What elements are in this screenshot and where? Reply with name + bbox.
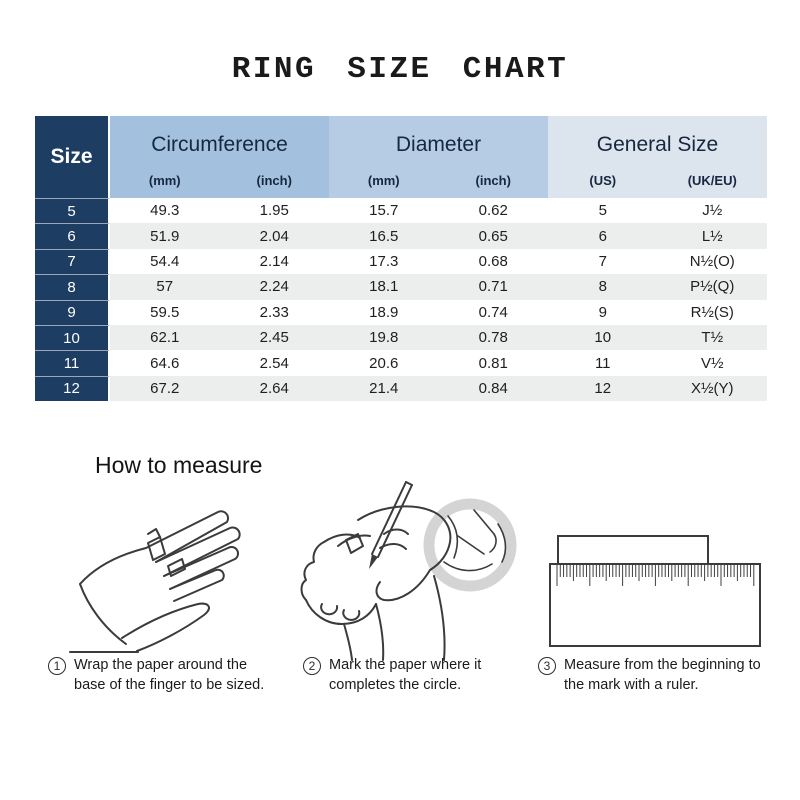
table-row xyxy=(35,274,767,299)
step2-text-line2: completes the circle. xyxy=(329,676,462,693)
general-size-units xyxy=(548,168,767,198)
step1-number-badge: 1 xyxy=(48,657,66,675)
value-cell: 15.7 xyxy=(369,202,399,220)
value-cell: 49.3 xyxy=(150,202,180,220)
step1-text xyxy=(74,656,264,695)
value-cell: 0.78 xyxy=(478,329,508,347)
value-cell: 0.65 xyxy=(478,227,508,245)
unit-inch-label: (inch) xyxy=(475,172,511,188)
value-cell: 10 xyxy=(594,329,612,347)
table-row xyxy=(35,376,767,401)
step2-number-badge: 2 xyxy=(303,657,321,675)
value-cell: 2.54 xyxy=(259,354,289,372)
value-cell: X½(Y) xyxy=(690,379,734,397)
value-cell: 0.74 xyxy=(478,303,508,321)
value-cell: 2.64 xyxy=(259,379,289,397)
diameter-label: Diameter xyxy=(395,133,482,156)
step2-text xyxy=(329,656,481,695)
general-size-header-group xyxy=(548,116,767,198)
table-row xyxy=(35,325,767,350)
value-cell: 9 xyxy=(598,303,607,321)
value-cell: 59.5 xyxy=(150,303,180,321)
value-cell: 6 xyxy=(598,227,607,245)
value-cell: 2.14 xyxy=(259,252,289,270)
step3-illustration xyxy=(538,512,770,654)
step2-illustration xyxy=(288,476,526,662)
diameter-units xyxy=(329,168,548,198)
value-cell: 0.84 xyxy=(478,379,508,397)
value-cell: 18.1 xyxy=(369,278,399,296)
value-cell: 0.62 xyxy=(478,202,508,220)
size-cell: 10 xyxy=(35,325,110,350)
table-body xyxy=(35,198,767,401)
size-cell: 12 xyxy=(35,376,110,401)
unit-ukeu-label: (UK/EU) xyxy=(687,172,737,188)
value-cell: 12 xyxy=(594,379,612,397)
step3-number-badge: 3 xyxy=(538,657,556,675)
value-cell: 21.4 xyxy=(369,379,399,397)
page-title: RING SIZE CHART xyxy=(231,52,569,87)
step3-caption xyxy=(538,656,783,695)
circumference-header-group xyxy=(110,116,329,198)
value-cell: 2.04 xyxy=(259,227,289,245)
hand-with-paper-strip-icon xyxy=(52,488,290,660)
table-header xyxy=(35,116,767,198)
circumference-units xyxy=(110,168,329,198)
ring-size-table xyxy=(35,116,767,401)
value-cell: 62.1 xyxy=(150,329,180,347)
step3-text-line2: the mark with a ruler. xyxy=(564,676,699,693)
value-cell: 18.9 xyxy=(369,303,399,321)
value-cell: V½ xyxy=(700,354,724,372)
value-cell: 54.4 xyxy=(150,252,180,270)
value-cell: 64.6 xyxy=(150,354,180,372)
value-cell: P½(Q) xyxy=(690,278,735,296)
paper-strip xyxy=(558,536,708,565)
ruler-measuring-icon xyxy=(538,512,770,654)
value-cell: 5 xyxy=(598,202,607,220)
pen-marking-paper-icon xyxy=(288,476,526,662)
size-cell: 5 xyxy=(35,198,110,223)
value-cell: 0.81 xyxy=(478,354,508,372)
value-cell: 11 xyxy=(594,354,611,372)
general-size-label: General Size xyxy=(596,133,719,156)
how-to-measure-heading: How to measure xyxy=(95,452,263,478)
unit-us-label: (US) xyxy=(589,172,617,188)
unit-mm-label: (mm) xyxy=(367,172,400,188)
step2-text-line1: Mark the paper where it xyxy=(329,657,482,673)
step1-caption xyxy=(48,656,298,695)
table-row xyxy=(35,300,767,325)
table-row xyxy=(35,249,767,274)
value-cell: 57 xyxy=(156,278,174,296)
value-cell: 16.5 xyxy=(369,227,399,245)
size-cell: 9 xyxy=(35,300,110,325)
size-cell: 7 xyxy=(35,249,110,274)
unit-inch-label: (inch) xyxy=(256,172,292,188)
table-row xyxy=(35,350,767,375)
value-cell: R½(S) xyxy=(690,303,734,321)
value-cell: 0.68 xyxy=(478,252,508,270)
size-cell: 6 xyxy=(35,223,110,248)
value-cell: 8 xyxy=(598,278,607,296)
value-cell: T½ xyxy=(701,329,724,347)
value-cell: 2.24 xyxy=(259,278,289,296)
table-row xyxy=(35,223,767,248)
step1-illustration xyxy=(52,488,290,660)
size-cell: 8 xyxy=(35,274,110,299)
size-column-header: Size xyxy=(35,116,110,198)
value-cell: 51.9 xyxy=(150,227,180,245)
step1-text-line1: Wrap the paper around the xyxy=(74,657,248,673)
step3-text xyxy=(564,656,761,695)
value-cell: 20.6 xyxy=(369,354,399,372)
value-cell: 2.33 xyxy=(259,303,289,321)
value-cell: J½ xyxy=(702,202,723,220)
value-cell: 2.45 xyxy=(259,329,289,347)
size-cell: 11 xyxy=(35,350,110,375)
diameter-header-group xyxy=(329,116,548,198)
value-cell: L½ xyxy=(701,227,723,245)
value-cell: 1.95 xyxy=(259,202,289,220)
value-cell: 0.71 xyxy=(478,278,508,296)
unit-mm-label: (mm) xyxy=(148,172,181,188)
step3-text-line1: Measure from the beginning to xyxy=(564,657,761,673)
circumference-label: Circumference xyxy=(151,133,288,156)
table-row xyxy=(35,198,767,223)
value-cell: 7 xyxy=(598,252,607,270)
step2-caption xyxy=(303,656,533,695)
value-cell: 19.8 xyxy=(369,329,399,347)
value-cell: 67.2 xyxy=(150,379,180,397)
value-cell: N½(O) xyxy=(689,252,735,270)
value-cell: 17.3 xyxy=(369,252,399,270)
step1-text-line2: base of the finger to be sized. xyxy=(74,676,265,693)
